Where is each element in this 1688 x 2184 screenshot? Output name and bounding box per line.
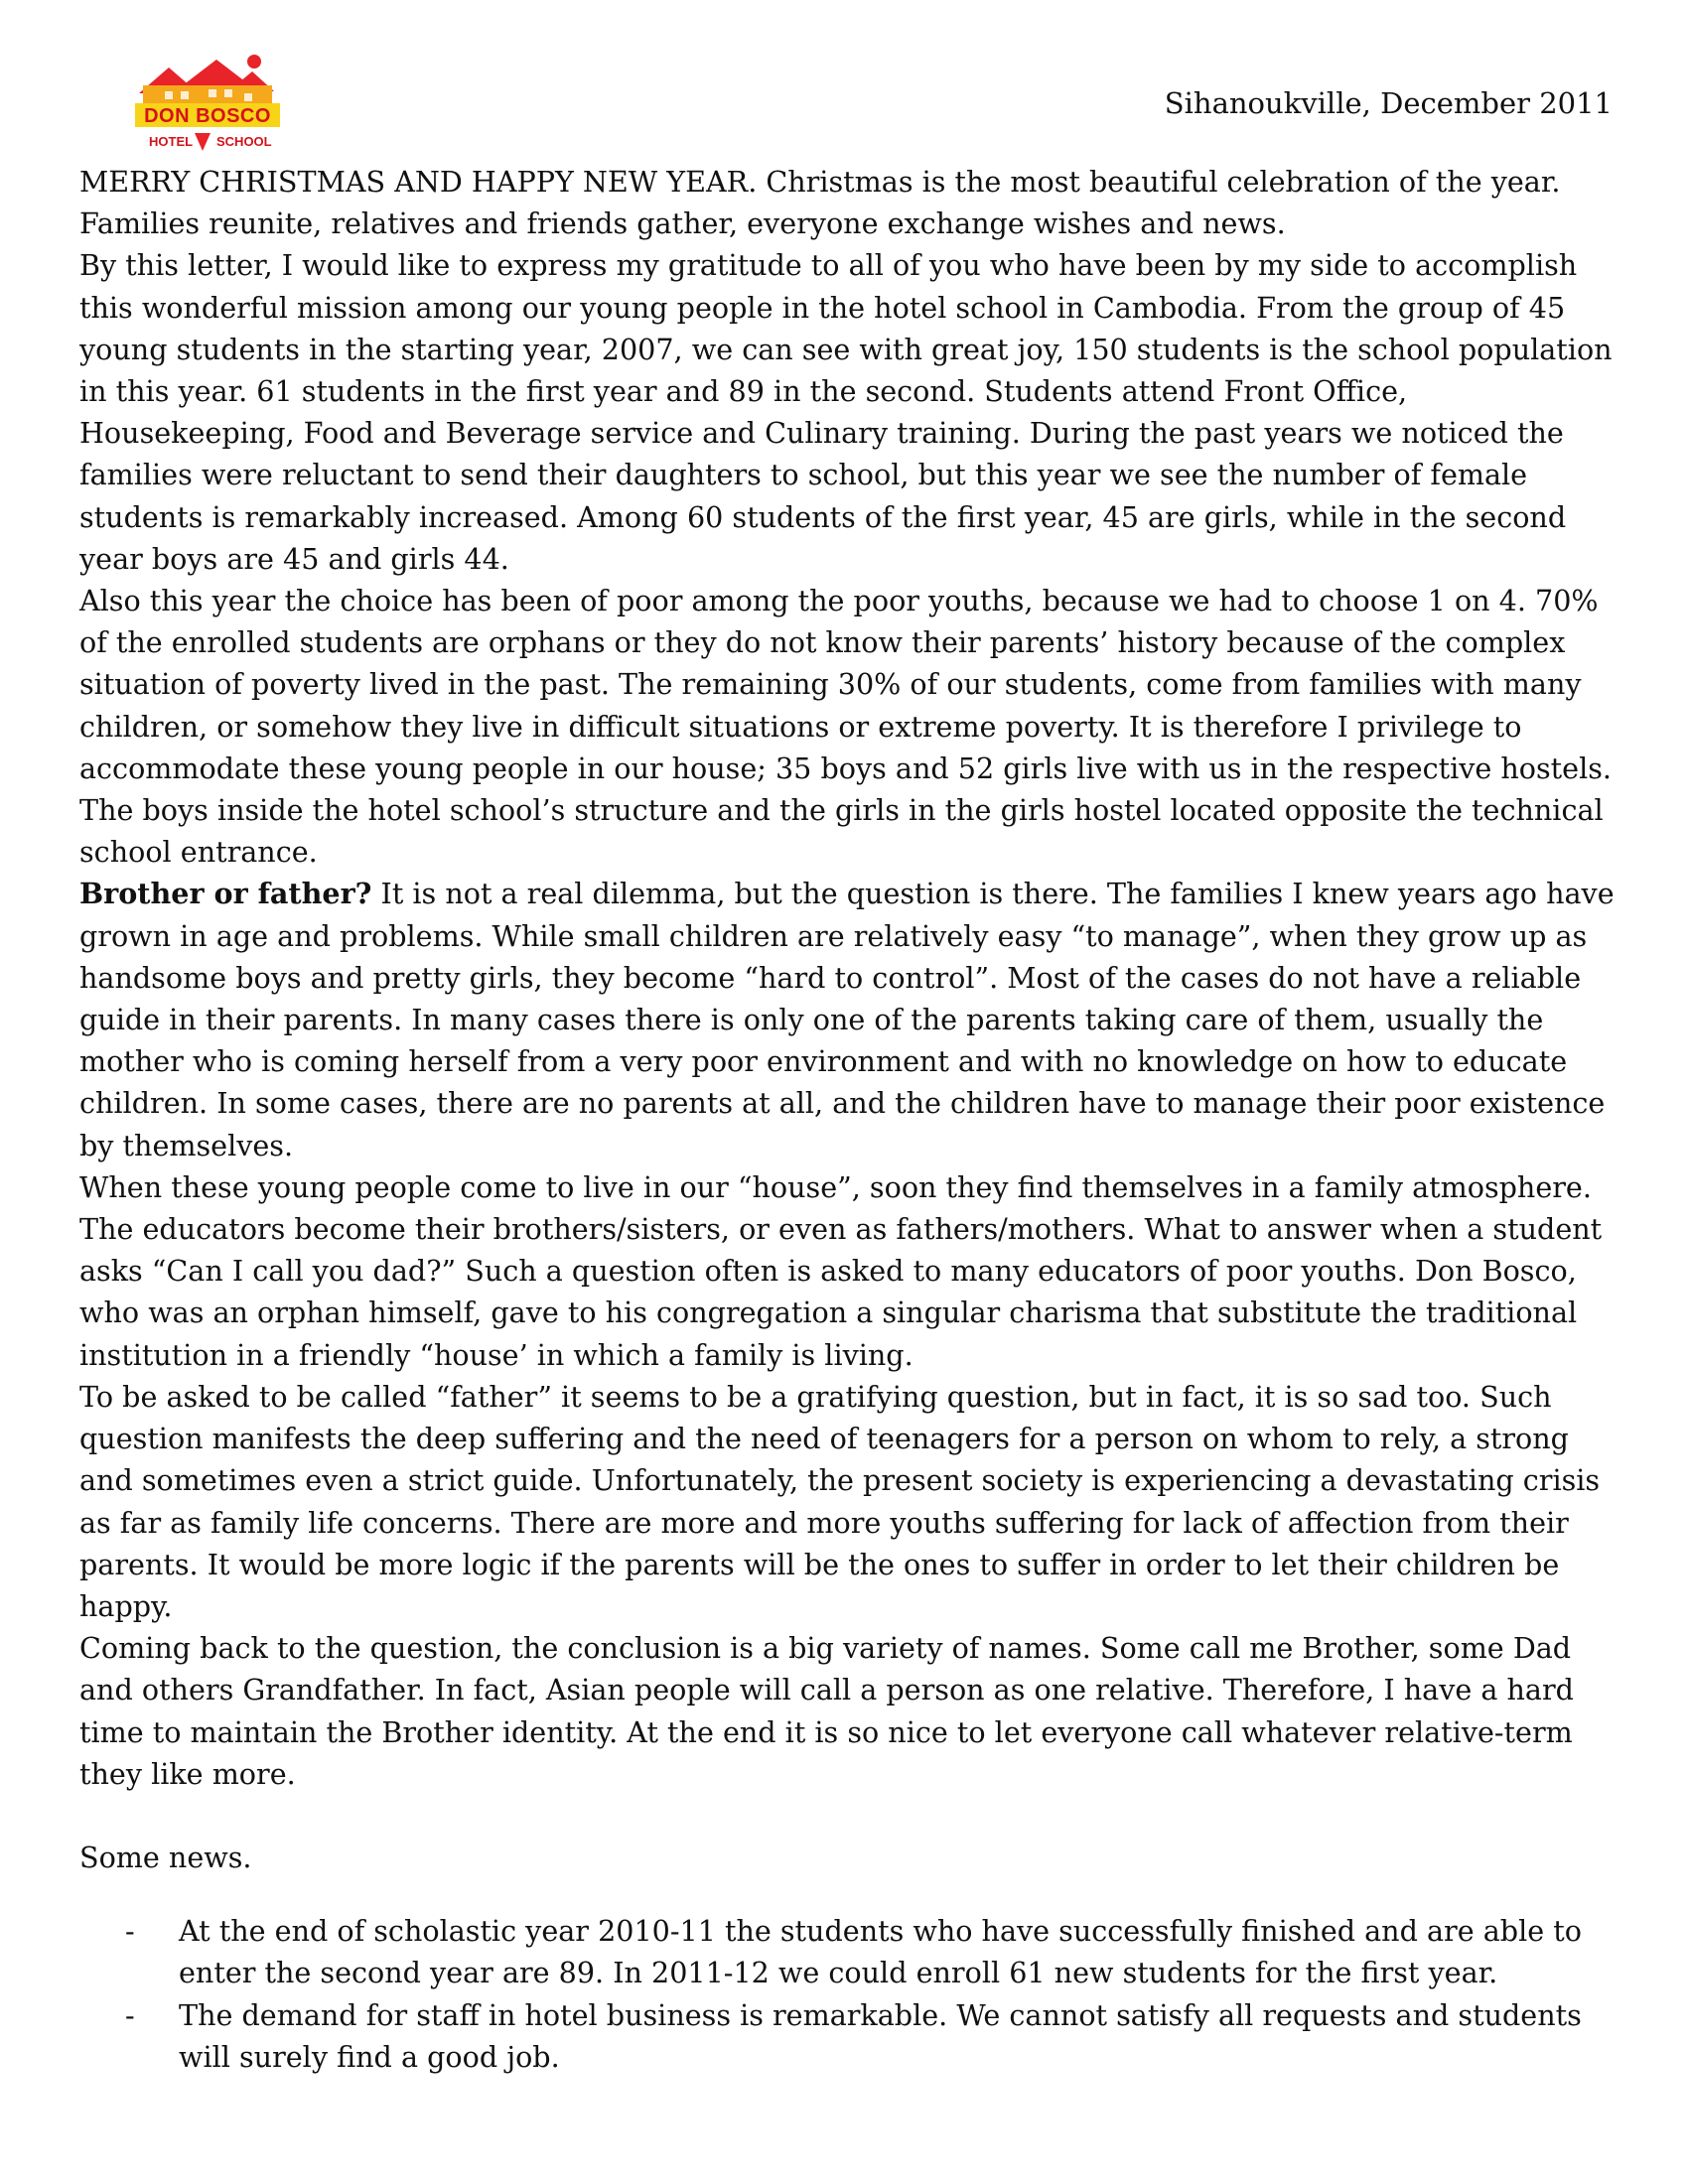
logo-subtitle-right: SCHOOL xyxy=(216,134,272,149)
logo-roof-middle xyxy=(183,60,250,85)
paragraph-gratitude: By this letter, I would like to express my gratitude to all of you who have been by my side to accomplish this wonderful mission among our young people in the hotel school in Cambodia. From the group of 45 young students in the starting year, 2007, we can see with great joy, 150 students is the school population in this year. 61 students in the first year and 89 in the second. Students attend Front Office, Housekeeping, Food and Beverage service and Culinary training. During the past years we noticed the families were reluctant to send their daughters to school, but this year we see the number of female students is remarkably increased. Among 60 students of the first year, 45 are girls, while in the second year boys are 45 and girls 44. xyxy=(79,248,1613,576)
news-list xyxy=(79,1910,1617,2078)
paragraph-variety-of-names: Coming back to the question, the conclusion is a big variety of names. Some call me Brother, some Dad and others Grandfather. In fact, Asian people will call a person as one relative. Therefore, I have a hard time to maintain the Brother identity. At the end it is so nice to let everyone call whatever relative-term they like more. xyxy=(79,1631,1574,1791)
paragraph-brother-or-father xyxy=(79,873,1617,1165)
date-line: Sihanoukville, December 2011 xyxy=(1164,86,1613,120)
don-bosco-hotel-school-logo xyxy=(125,52,294,161)
list-item xyxy=(79,1910,1617,1993)
letter-body xyxy=(79,161,1617,2078)
list-item xyxy=(79,1994,1617,2078)
brother-or-father-text: It is not a real dilemma, but the question is there. The families I knew years ago have grown in age and problems. While small children are relatively easy “to manage”, when they grow up as handsome boys and pretty girls, they become “hard to control”. Most of the cases do not have a reliable guide in their parents. In many cases there is only one of the parents taking care of them, usually the mother who is coming herself from a very poor environment and with no knowledge on how to educate children. In some cases, there are no parents at all, and the children have to manage their poor existence by themselves. xyxy=(79,877,1615,1162)
paragraph-family-atmosphere: When these young people come to live in our “house”, soon they find themselves in a family atmosphere. The educators become their brothers/sisters, or even as fathers/mothers. What to answer when a student asks “Can I call you dad?” Such a question often is asked to many educators of poor youths. Don Bosco, who was an orphan himself, gave to his congregation a singular charisma that substitute the traditional institution in a friendly “house’ in which a family is living. xyxy=(79,1169,1603,1372)
logo-name-text: DON BOSCO xyxy=(144,105,271,127)
paragraph-greeting: MERRY CHRISTMAS AND HAPPY NEW YEAR. Christmas is the most beautiful celebration of the year. Families reunite, relatives and friends gather, everyone exchange wishes and news. xyxy=(79,165,1561,241)
paragraph-selection: Also this year the choice has been of poor among the poor youths, because we had to choose 1 on 4. 70% of the enrolled students are orphans or they do not know their parents’ history because of the complex situation of poverty lived in the past. The remaining 30% of our students, come from families with many children, or somehow they live in difficult situations or extreme poverty. It is therefore I privilege to accommodate these young people in our house; 35 boys and 52 girls live with us in the respective hostels. The boys inside the hotel school’s structure and the girls in the girls hostel located opposite the technical school entrance. xyxy=(79,584,1613,870)
news-title: Some news. xyxy=(79,1840,252,1874)
news-item-text: The demand for staff in hotel business is remarkable. We cannot satisfy all requests and students will surely find a good job. xyxy=(179,1997,1582,2074)
spacer xyxy=(79,1795,1617,1837)
logo-graphic xyxy=(125,52,294,161)
bullet-dash: - xyxy=(125,1914,135,1949)
brother-or-father-heading: Brother or father? xyxy=(79,877,372,911)
news-item-text: At the end of scholastic year 2010-11 the students who have successfully finished and are able to enter the second year are 89. In 2011-12 we could enroll 61 new students for the first year. xyxy=(179,1914,1582,1990)
bullet-dash: - xyxy=(125,1997,135,2032)
logo-dot xyxy=(247,55,261,68)
logo-subtitle-left: HOTEL xyxy=(149,134,194,149)
paragraph-called-father: To be asked to be called “father” it seems to be a gratifying question, but in fact, it is so sad too. Such question manifests the deep suffering and the need of teenagers for a person on whom to rely, a strong and sometimes even a strict guide. Unfortunately, the present society is experiencing a devastating crisis as far as family life concerns. There are more and more youths suffering for lack of affection from their parents. It would be more logic if the parents will be the ones to suffer in order to let their children be happy. xyxy=(79,1379,1601,1623)
logo-chevron xyxy=(195,133,211,151)
